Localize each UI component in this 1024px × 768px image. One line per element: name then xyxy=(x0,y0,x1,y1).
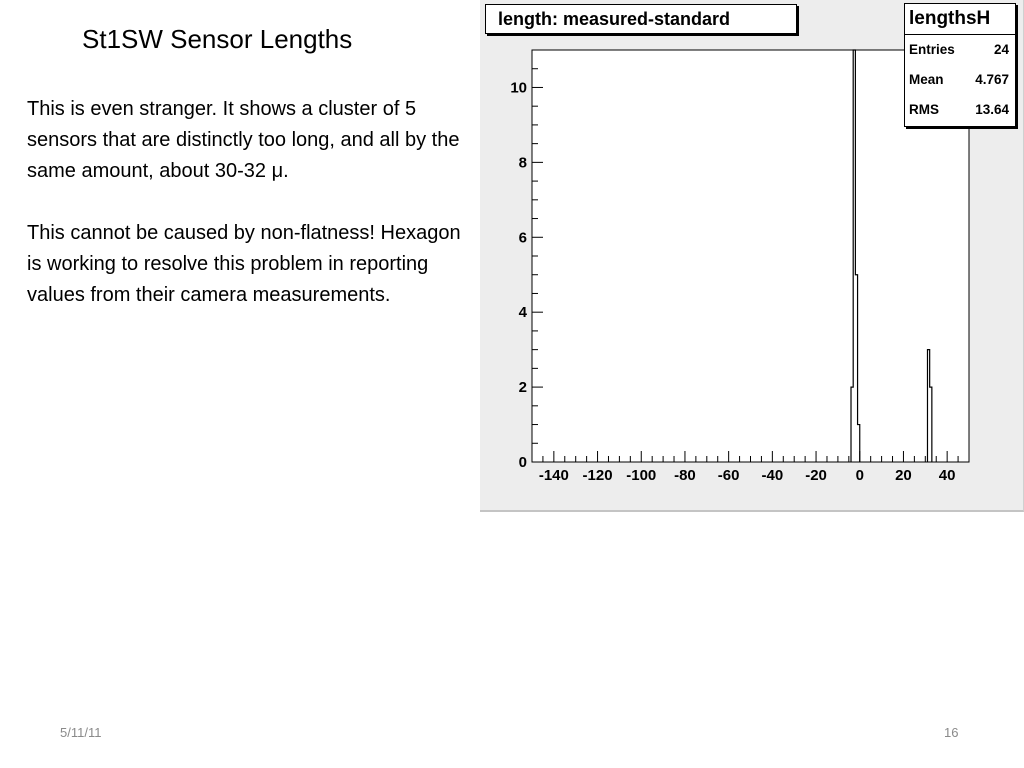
x-tick-label: -120 xyxy=(582,467,613,484)
slide-body xyxy=(27,94,467,342)
x-tick-label: -80 xyxy=(674,467,696,484)
stats-box xyxy=(904,3,1016,127)
x-tick-label: -100 xyxy=(626,467,657,484)
footer-date: 5/11/11 xyxy=(60,725,102,740)
body-paragraph-2: This cannot be caused by non-flatness! Hexagon is working to resolve this problem in reporting values from their camera measurements. xyxy=(27,222,461,306)
stats-rms-value: 13.64 xyxy=(975,102,1009,117)
x-tick-label: -40 xyxy=(761,467,784,484)
stats-row-mean xyxy=(905,65,1015,95)
y-tick-label: 6 xyxy=(518,229,527,247)
stats-mean-value: 4.767 xyxy=(975,72,1009,87)
stats-row-entries xyxy=(905,35,1015,65)
y-tick-label: 2 xyxy=(518,379,527,397)
y-tick-label: 8 xyxy=(518,154,527,172)
x-tick-label: -20 xyxy=(805,467,827,484)
stats-rms-label: RMS xyxy=(909,102,939,117)
stats-histogram-name: lengthsH xyxy=(905,4,1015,35)
y-tick-label: 10 xyxy=(510,79,527,97)
stats-mean-label: Mean xyxy=(909,72,944,87)
stats-entries-label: Entries xyxy=(909,42,955,57)
body-paragraph-1: This is even stranger. It shows a cluster of 5 sensors that are distinctly too long, and all by the same amount, about 30-32 μ. xyxy=(27,98,460,182)
y-tick-label: 4 xyxy=(518,304,527,322)
stats-entries-value: 24 xyxy=(993,42,1009,57)
page-number: 16 xyxy=(944,725,959,740)
slide-title: St1SW Sensor Lengths xyxy=(82,24,353,54)
x-tick-label: -60 xyxy=(717,467,740,484)
stats-row-rms xyxy=(905,95,1015,125)
x-tick-label: 0 xyxy=(855,467,864,484)
x-tick-label: 40 xyxy=(938,467,956,484)
y-tick-label: 0 xyxy=(518,454,527,471)
x-tick-label: -140 xyxy=(538,467,569,484)
chart-title: length: measured-standard xyxy=(485,4,797,34)
x-tick-label: 20 xyxy=(895,467,912,484)
